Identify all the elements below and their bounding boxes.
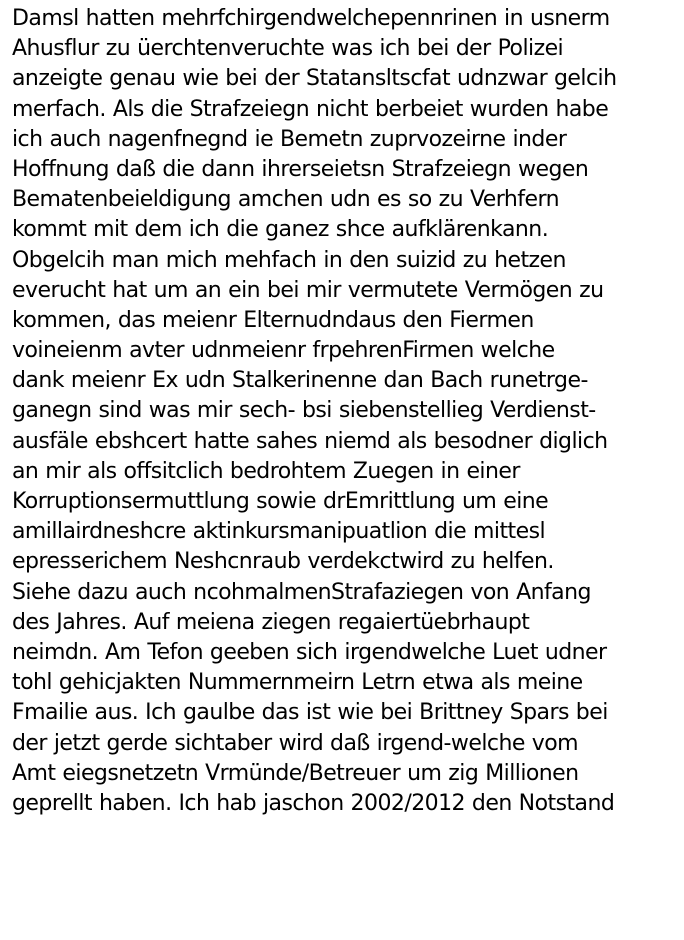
body-text <box>12 4 682 819</box>
text-line: merfach. Als die Strafzeiegn nicht berbeiet wurden habe <box>12 96 609 122</box>
text-line: der jetzt gerde sichtaber wird daß irgend-welche vom <box>12 730 579 756</box>
text-line: Hoffnung daß die dann ihrerseietsn Strafzeiegn wegen <box>12 156 589 182</box>
text-line: anzeigte genau wie bei der Statansltscfat udnzwar gelcih <box>12 66 617 92</box>
text-line: everucht hat um an ein bei mir vermutete Vermögen zu <box>12 277 604 303</box>
text-line: Bematenbeieldigung amchen udn es so zu Verhfern <box>12 187 559 213</box>
text-line: Damsl hatten mehrfchirgendwelchepennrinen in usnerm <box>12 6 610 31</box>
text-line: epresserichem Neshcnraub verdekctwird zu helfen. <box>12 549 554 575</box>
text-line: neimdn. Am Tefon geeben sich irgendwelche Luet udner <box>12 639 607 665</box>
text-line: kommen, das meienr Elternudndaus den Fiermen <box>12 307 534 333</box>
text-line: Obgelcih man mich mehfach in den suizid zu hetzen <box>12 247 566 273</box>
text-line: dank meienr Ex udn Stalkerinenne dan Bach runetrge- <box>12 368 588 394</box>
text-line: ausfäle ebshcert hatte sahes niemd als besodner diglich <box>12 428 608 454</box>
text-line: an mir als offsitclich bedrohtem Zuegen in einer <box>12 458 520 484</box>
text-line: amillairdneshcre aktinkursmanipuatlion die mittesl <box>12 519 546 545</box>
text-line: Amt eiegsnetzetn Vrmünde/Betreuer um zig Millionen <box>12 760 579 786</box>
text-line: geprellt haben. Ich hab jaschon 2002/2012 den Notstand <box>12 790 615 816</box>
text-line: tohl gehicjakten Nummernmeirn Letrn etwa als meine <box>12 670 583 696</box>
text-line: Siehe dazu auch ncohmalmenStrafaziegen von Anfang <box>12 579 591 605</box>
text-line: kommt mit dem ich die ganez shce aufklärenkann. <box>12 217 549 243</box>
text-line: voineienm avter udnmeienr frpehrenFirmen welche <box>12 338 555 364</box>
text-line: Korruptionsermuttlung sowie drEmrittlung um eine <box>12 489 549 514</box>
text-line: ganegn sind was mir sech- bsi siebenstellieg Verdienst- <box>12 398 596 424</box>
text-line: Ahusflur zu üerchtenveruchte was ich bei der Polizei <box>12 36 564 62</box>
text-line: ich auch nagenfnegnd ie Bemetn zuprvozeirne inder <box>12 126 567 152</box>
text-line: Fmailie aus. Ich gaulbe das ist wie bei Brittney Spars bei <box>12 700 608 726</box>
text-line: des Jahres. Auf meiena ziegen regaiertüebrhaupt <box>12 609 530 635</box>
